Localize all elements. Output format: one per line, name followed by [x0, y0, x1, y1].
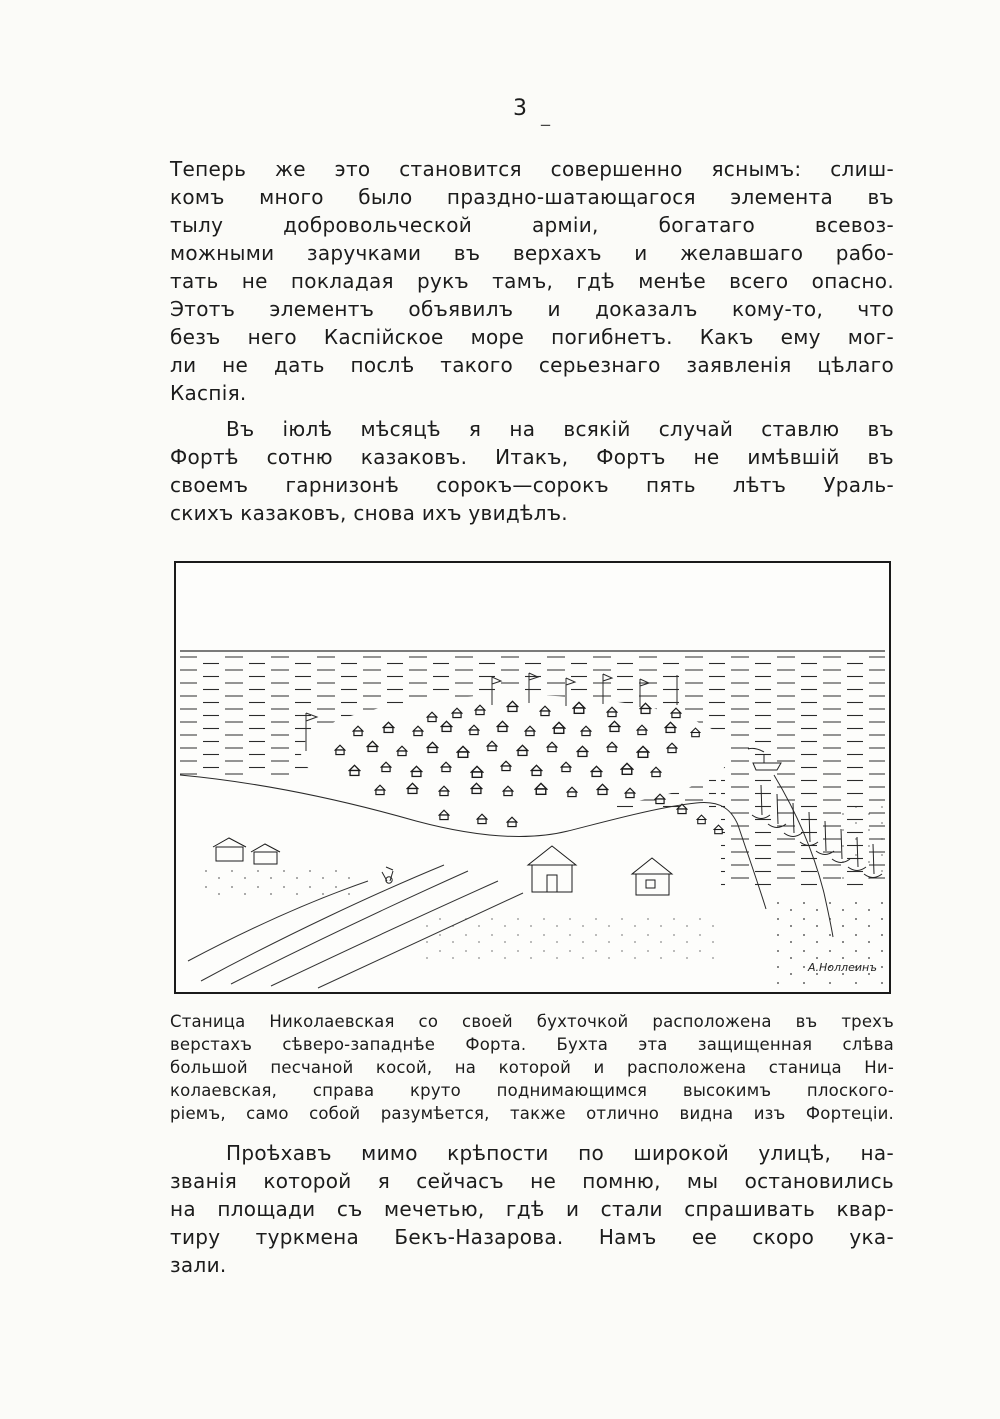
- page-number-row: [170, 0, 894, 127]
- text-line: Проѣхавъ мимо крѣпости по широкой улицѣ, на-: [226, 1141, 894, 1165]
- text-line: зали.: [170, 1253, 227, 1277]
- cart-figure: [382, 867, 393, 883]
- caption: [170, 1010, 894, 1125]
- text-line: безъ него Каспійское море погибнетъ. Какъ ему мог-: [170, 325, 894, 349]
- artist-signature: А.Ноллеинъ: [808, 961, 877, 974]
- harbor-sketch: [176, 563, 889, 992]
- caption-line: колаевская, справа круто поднимающимся высокимъ плоского-: [170, 1081, 894, 1100]
- text-line: Въ іюлѣ мѣсяцѣ я на всякій случай ставлю въ: [226, 417, 894, 441]
- text-line: тылу добровольческой арміи, богатаго всевоз-: [170, 213, 894, 237]
- caption-line: Станица Николаевская со своей бухточкой расположена въ трехъ: [170, 1012, 894, 1031]
- caption-line: большой песчаной косой, на которой и расположена станица Ни-: [170, 1058, 894, 1077]
- paragraph-1: [170, 155, 894, 407]
- illustration-plate: [174, 561, 891, 994]
- text-line: Фортѣ сотню казаковъ. Итакъ, Фортъ не имѣвшій въ: [170, 445, 894, 469]
- text-line: тиру туркмена Бекъ-Назарова. Намъ ее скоро ука-: [170, 1225, 894, 1249]
- paragraph-2: [170, 415, 894, 527]
- text-line: ли не дать послѣ такого серьезнаго заявленія цѣлаго: [170, 353, 894, 377]
- paragraph-3: [170, 1139, 894, 1279]
- page-number-mark: _: [541, 106, 551, 127]
- caption-line: верстахъ сѣверо-западнѣе Форта. Бухта эта защищенная слѣва: [170, 1035, 894, 1054]
- sand-spit: [301, 695, 731, 811]
- text-line: Теперь же это становится совершенно яснымъ: слиш-: [170, 157, 894, 181]
- text-line: своемъ гарнизонѣ сорокъ—сорокъ пять лѣтъ Ураль-: [170, 473, 894, 497]
- text-line: Каспія.: [170, 381, 247, 405]
- text-line: на площади съ мечетью, гдѣ и стали спрашивать квар-: [170, 1197, 894, 1221]
- caption-line: ріемъ, само собой разумѣется, также отлично видна изъ Фортеціи.: [170, 1104, 894, 1123]
- page-number: 3: [513, 96, 528, 121]
- text-column: [170, 0, 894, 1279]
- text-line: званія которой я сейчасъ не помню, мы остановились: [170, 1169, 894, 1193]
- text-line: можными заручками въ верхахъ и желавшаго рабо-: [170, 241, 894, 265]
- text-line: тать не покладая рукъ тамъ, гдѣ менѣе всего опасно.: [170, 269, 894, 293]
- text-line: Этотъ элементъ объявилъ и доказалъ кому-то, что: [170, 297, 894, 321]
- text-line: комъ много было праздно-шатающагося элемента въ: [170, 185, 894, 209]
- text-line: скихъ казаковъ, снова ихъ увидѣлъ.: [170, 501, 568, 525]
